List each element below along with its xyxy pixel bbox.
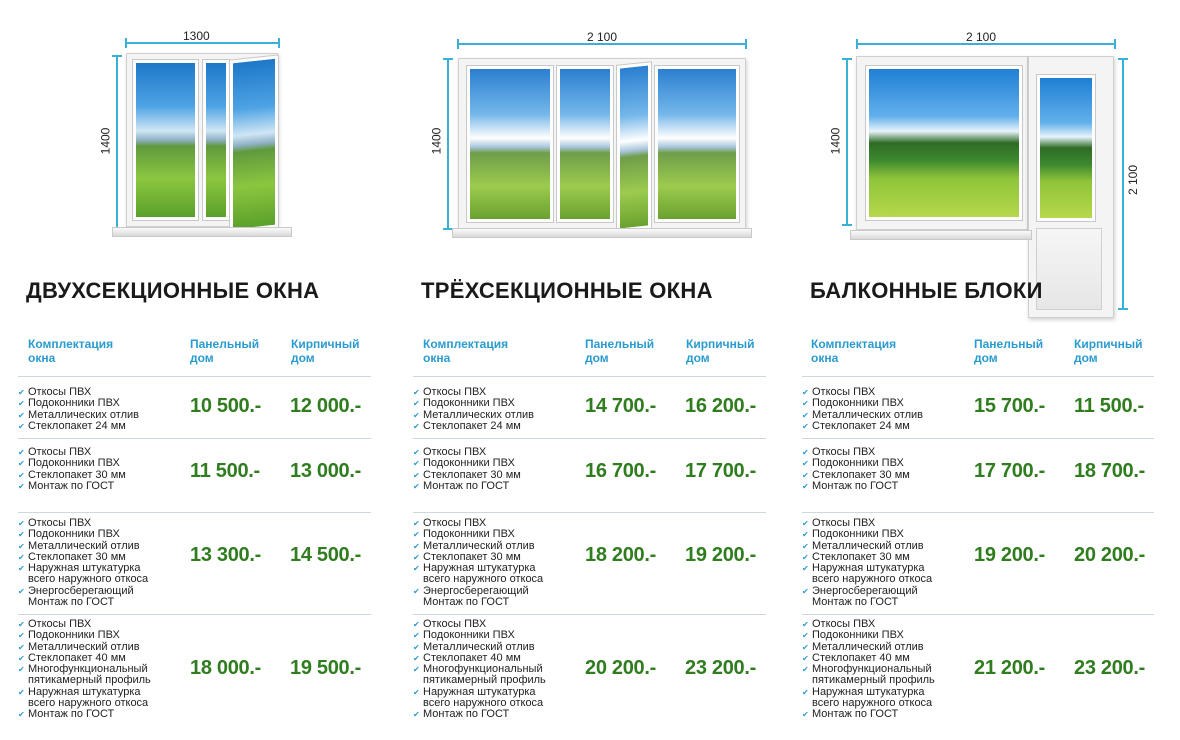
feature-item-continued: всего наружного откоса	[423, 573, 544, 586]
feature-item: ✔ Монтаж по ГОСТ	[802, 481, 910, 492]
table-row	[18, 438, 371, 512]
column-balcony	[784, 0, 1180, 740]
table-row	[413, 614, 766, 726]
feature-item: ✔ Наружная штукатурка	[802, 563, 932, 574]
header-config: Комплектация окна	[28, 337, 114, 365]
feature-list	[18, 447, 126, 492]
feature-item: ✔ Откосы ПВХ	[413, 447, 521, 458]
feature-item: ✔ Подоконники ПВХ	[802, 529, 932, 540]
feature-item: ✔ Энергосберегающий	[802, 586, 932, 597]
feature-item: ✔ Монтаж по ГОСТ	[802, 709, 935, 720]
table-row	[802, 376, 1154, 438]
window-pane	[866, 66, 1022, 220]
table-row	[18, 376, 371, 438]
feature-item: ✔ Металлических отлив	[18, 410, 139, 421]
feature-item: ✔ Металлический отлив	[802, 541, 932, 552]
section-title: ДВУХСЕКЦИОННЫЕ ОКНА	[26, 278, 320, 303]
price-panel: 20 200.-	[585, 657, 656, 679]
feature-list	[413, 447, 521, 492]
header-brick: Кирпичный дом	[1074, 337, 1143, 365]
feature-list	[802, 619, 935, 721]
feature-item: ✔ Стеклопакет 40 мм	[413, 653, 546, 664]
header-brick: Кирпичный дом	[291, 337, 360, 365]
feature-item: ✔ Откосы ПВХ	[18, 447, 126, 458]
feature-item-continued: Монтаж по ГОСТ	[28, 596, 115, 609]
price-panel: 18 000.-	[190, 657, 261, 679]
window-pane-middle	[203, 60, 229, 220]
feature-list	[18, 518, 148, 608]
width-dimension-label: 1300	[183, 29, 210, 43]
feature-item-continued: всего наружного откоса	[423, 697, 544, 710]
feature-item: ✔ Стеклопакет 30 мм	[802, 470, 910, 481]
header-panel: Панельный дом	[190, 337, 260, 365]
feature-item-continued: пятикамерный профиль	[423, 674, 546, 687]
header-panel: Панельный дом	[585, 337, 655, 365]
window-pane-right	[655, 66, 739, 222]
price-brick: 12 000.-	[290, 395, 361, 417]
table-row	[413, 512, 766, 614]
table-row	[802, 438, 1154, 512]
feature-item-continued: пятикамерный профиль	[812, 674, 935, 687]
feature-item: ✔ Подоконники ПВХ	[413, 458, 521, 469]
column-three-section	[395, 0, 790, 740]
feature-item: ✔ Многофункциональный	[18, 664, 151, 675]
feature-item-continued: всего наружного откоса	[28, 573, 149, 586]
feature-item: ✔ Подоконники ПВХ	[802, 458, 910, 469]
feature-list	[802, 447, 910, 492]
feature-item: ✔ Стеклопакет 30 мм	[802, 552, 932, 563]
table-row	[18, 512, 371, 614]
door-height-dimension-line	[1122, 58, 1124, 310]
feature-item: ✔ Стеклопакет 40 мм	[18, 653, 151, 664]
feature-item-continued: Монтаж по ГОСТ	[812, 596, 899, 609]
window-pane-open	[230, 55, 278, 232]
feature-item: ✔ Стеклопакет 30 мм	[413, 470, 521, 481]
price-panel: 17 700.-	[974, 460, 1045, 482]
price-brick: 17 700.-	[685, 460, 756, 482]
feature-item: ✔ Подоконники ПВХ	[413, 630, 546, 641]
feature-item: ✔ Откосы ПВХ	[18, 387, 139, 398]
height-dimension-label: 1400	[828, 127, 843, 155]
price-panel: 11 500.-	[190, 460, 260, 482]
feature-item: ✔ Стеклопакет 24 мм	[18, 421, 139, 432]
feature-item: ✔ Стеклопакет 30 мм	[18, 552, 148, 563]
table-row	[802, 512, 1154, 614]
feature-item: ✔ Откосы ПВХ	[802, 518, 932, 529]
feature-item: ✔ Откосы ПВХ	[802, 447, 910, 458]
header-brick: Кирпичный дом	[686, 337, 755, 365]
feature-item: ✔ Металлических отлив	[802, 410, 923, 421]
price-brick: 13 000.-	[290, 460, 361, 482]
price-panel: 13 300.-	[190, 544, 261, 566]
feature-item: ✔ Откосы ПВХ	[413, 387, 534, 398]
feature-item: ✔ Подоконники ПВХ	[18, 630, 151, 641]
window-sill	[112, 227, 292, 237]
height-dimension-label: 1400	[429, 127, 444, 155]
price-panel: 10 500.-	[190, 395, 261, 417]
feature-item: ✔ Откосы ПВХ	[802, 387, 923, 398]
price-brick: 18 700.-	[1074, 460, 1145, 482]
price-brick: 11 500.-	[1074, 395, 1144, 417]
feature-item-continued: всего наружного откоса	[812, 697, 933, 710]
price-panel: 15 700.-	[974, 395, 1045, 417]
feature-item: ✔ Металлический отлив	[802, 642, 935, 653]
feature-item: ✔ Многофункциональный	[413, 664, 546, 675]
feature-list	[413, 619, 546, 721]
feature-item: ✔ Откосы ПВХ	[18, 619, 151, 630]
feature-item: ✔ Наружная штукатурка	[802, 687, 935, 698]
table-row	[18, 614, 371, 726]
feature-item: ✔ Многофункциональный	[802, 664, 935, 675]
feature-item-continued: всего наружного откоса	[28, 697, 149, 710]
table-row	[802, 614, 1154, 726]
price-panel: 21 200.-	[974, 657, 1045, 679]
door-panel	[1036, 228, 1102, 310]
price-brick: 19 500.-	[290, 657, 361, 679]
feature-item: ✔ Энергосберегающий	[413, 586, 543, 597]
price-brick: 23 200.-	[685, 657, 756, 679]
feature-item: ✔ Подоконники ПВХ	[802, 398, 923, 409]
door-pane	[1037, 75, 1095, 221]
window-image-two-section	[0, 0, 395, 250]
feature-item-continued: всего наружного откоса	[812, 573, 933, 586]
price-brick: 19 200.-	[685, 544, 756, 566]
height-dimension-line	[116, 55, 118, 230]
feature-item: ✔ Металлических отлив	[413, 410, 534, 421]
feature-item: ✔ Наружная штукатурка	[18, 563, 148, 574]
header-panel: Панельный дом	[974, 337, 1044, 365]
table-row	[413, 376, 766, 438]
feature-item: ✔ Стеклопакет 24 мм	[413, 421, 534, 432]
height-dimension-label: 1400	[98, 127, 113, 155]
feature-item: ✔ Металлический отлив	[413, 642, 546, 653]
window-pane-open	[617, 62, 651, 232]
feature-item: ✔ Стеклопакет 30 мм	[413, 552, 543, 563]
feature-item: ✔ Металлический отлив	[413, 541, 543, 552]
price-table	[413, 376, 766, 736]
width-dimension-label: 2 100	[587, 30, 618, 44]
price-panel: 19 200.-	[974, 544, 1045, 566]
price-panel: 16 700.-	[585, 460, 656, 482]
feature-item-continued: Монтаж по ГОСТ	[423, 596, 510, 609]
feature-item: ✔ Стеклопакет 30 мм	[18, 470, 126, 481]
window-pane-left	[467, 66, 553, 222]
window-sill	[850, 230, 1032, 240]
feature-item: ✔ Стеклопакет 40 мм	[802, 653, 935, 664]
window-pane-middle	[557, 66, 613, 222]
feature-item: ✔ Металлический отлив	[18, 642, 151, 653]
price-brick: 14 500.-	[290, 544, 361, 566]
price-panel: 18 200.-	[585, 544, 656, 566]
feature-item-continued: пятикамерный профиль	[28, 674, 151, 687]
feature-item: ✔ Монтаж по ГОСТ	[18, 481, 126, 492]
feature-item: ✔ Монтаж по ГОСТ	[413, 481, 521, 492]
feature-item: ✔ Подоконники ПВХ	[18, 398, 139, 409]
section-title: БАЛКОННЫЕ БЛОКИ	[810, 278, 1043, 303]
feature-list	[413, 518, 543, 608]
price-brick: 20 200.-	[1074, 544, 1145, 566]
feature-item: ✔ Наружная штукатурка	[18, 687, 151, 698]
window-sill	[452, 228, 752, 238]
table-row	[413, 438, 766, 512]
price-table	[18, 376, 371, 736]
feature-item: ✔ Подоконники ПВХ	[802, 630, 935, 641]
feature-item: ✔ Откосы ПВХ	[18, 518, 148, 529]
feature-item: ✔ Откосы ПВХ	[802, 619, 935, 630]
height-dimension-line	[447, 58, 449, 230]
feature-list	[802, 518, 932, 608]
price-panel: 14 700.-	[585, 395, 656, 417]
height-dimension-line	[846, 58, 848, 226]
feature-list	[413, 387, 534, 432]
feature-item: ✔ Подоконники ПВХ	[413, 398, 534, 409]
window-pane-left	[133, 60, 198, 220]
feature-item: ✔ Наружная штукатурка	[413, 563, 543, 574]
header-config: Комплектация окна	[811, 337, 897, 365]
feature-item: ✔ Монтаж по ГОСТ	[18, 709, 151, 720]
feature-item: ✔ Металлический отлив	[18, 541, 148, 552]
feature-item: ✔ Энергосберегающий	[18, 586, 148, 597]
feature-item: ✔ Подоконники ПВХ	[18, 529, 148, 540]
feature-item: ✔ Стеклопакет 24 мм	[802, 421, 923, 432]
window-image-three-section	[395, 0, 790, 250]
feature-list	[18, 619, 151, 721]
feature-item: ✔ Наружная штукатурка	[413, 687, 546, 698]
feature-list	[18, 387, 139, 432]
feature-item: ✔ Подоконники ПВХ	[18, 458, 126, 469]
feature-item: ✔ Откосы ПВХ	[413, 619, 546, 630]
header-config: Комплектация окна	[423, 337, 509, 365]
width-dimension-label: 2 100	[966, 30, 997, 44]
door-height-dimension-label: 2 100	[1126, 164, 1141, 196]
feature-item: ✔ Подоконники ПВХ	[413, 529, 543, 540]
feature-list	[802, 387, 923, 432]
price-table	[802, 376, 1154, 736]
price-brick: 23 200.-	[1074, 657, 1145, 679]
price-brick: 16 200.-	[685, 395, 756, 417]
feature-item: ✔ Монтаж по ГОСТ	[413, 709, 546, 720]
column-two-section	[0, 0, 395, 740]
feature-item: ✔ Откосы ПВХ	[413, 518, 543, 529]
section-title: ТРЁХСЕКЦИОННЫЕ ОКНА	[421, 278, 713, 303]
